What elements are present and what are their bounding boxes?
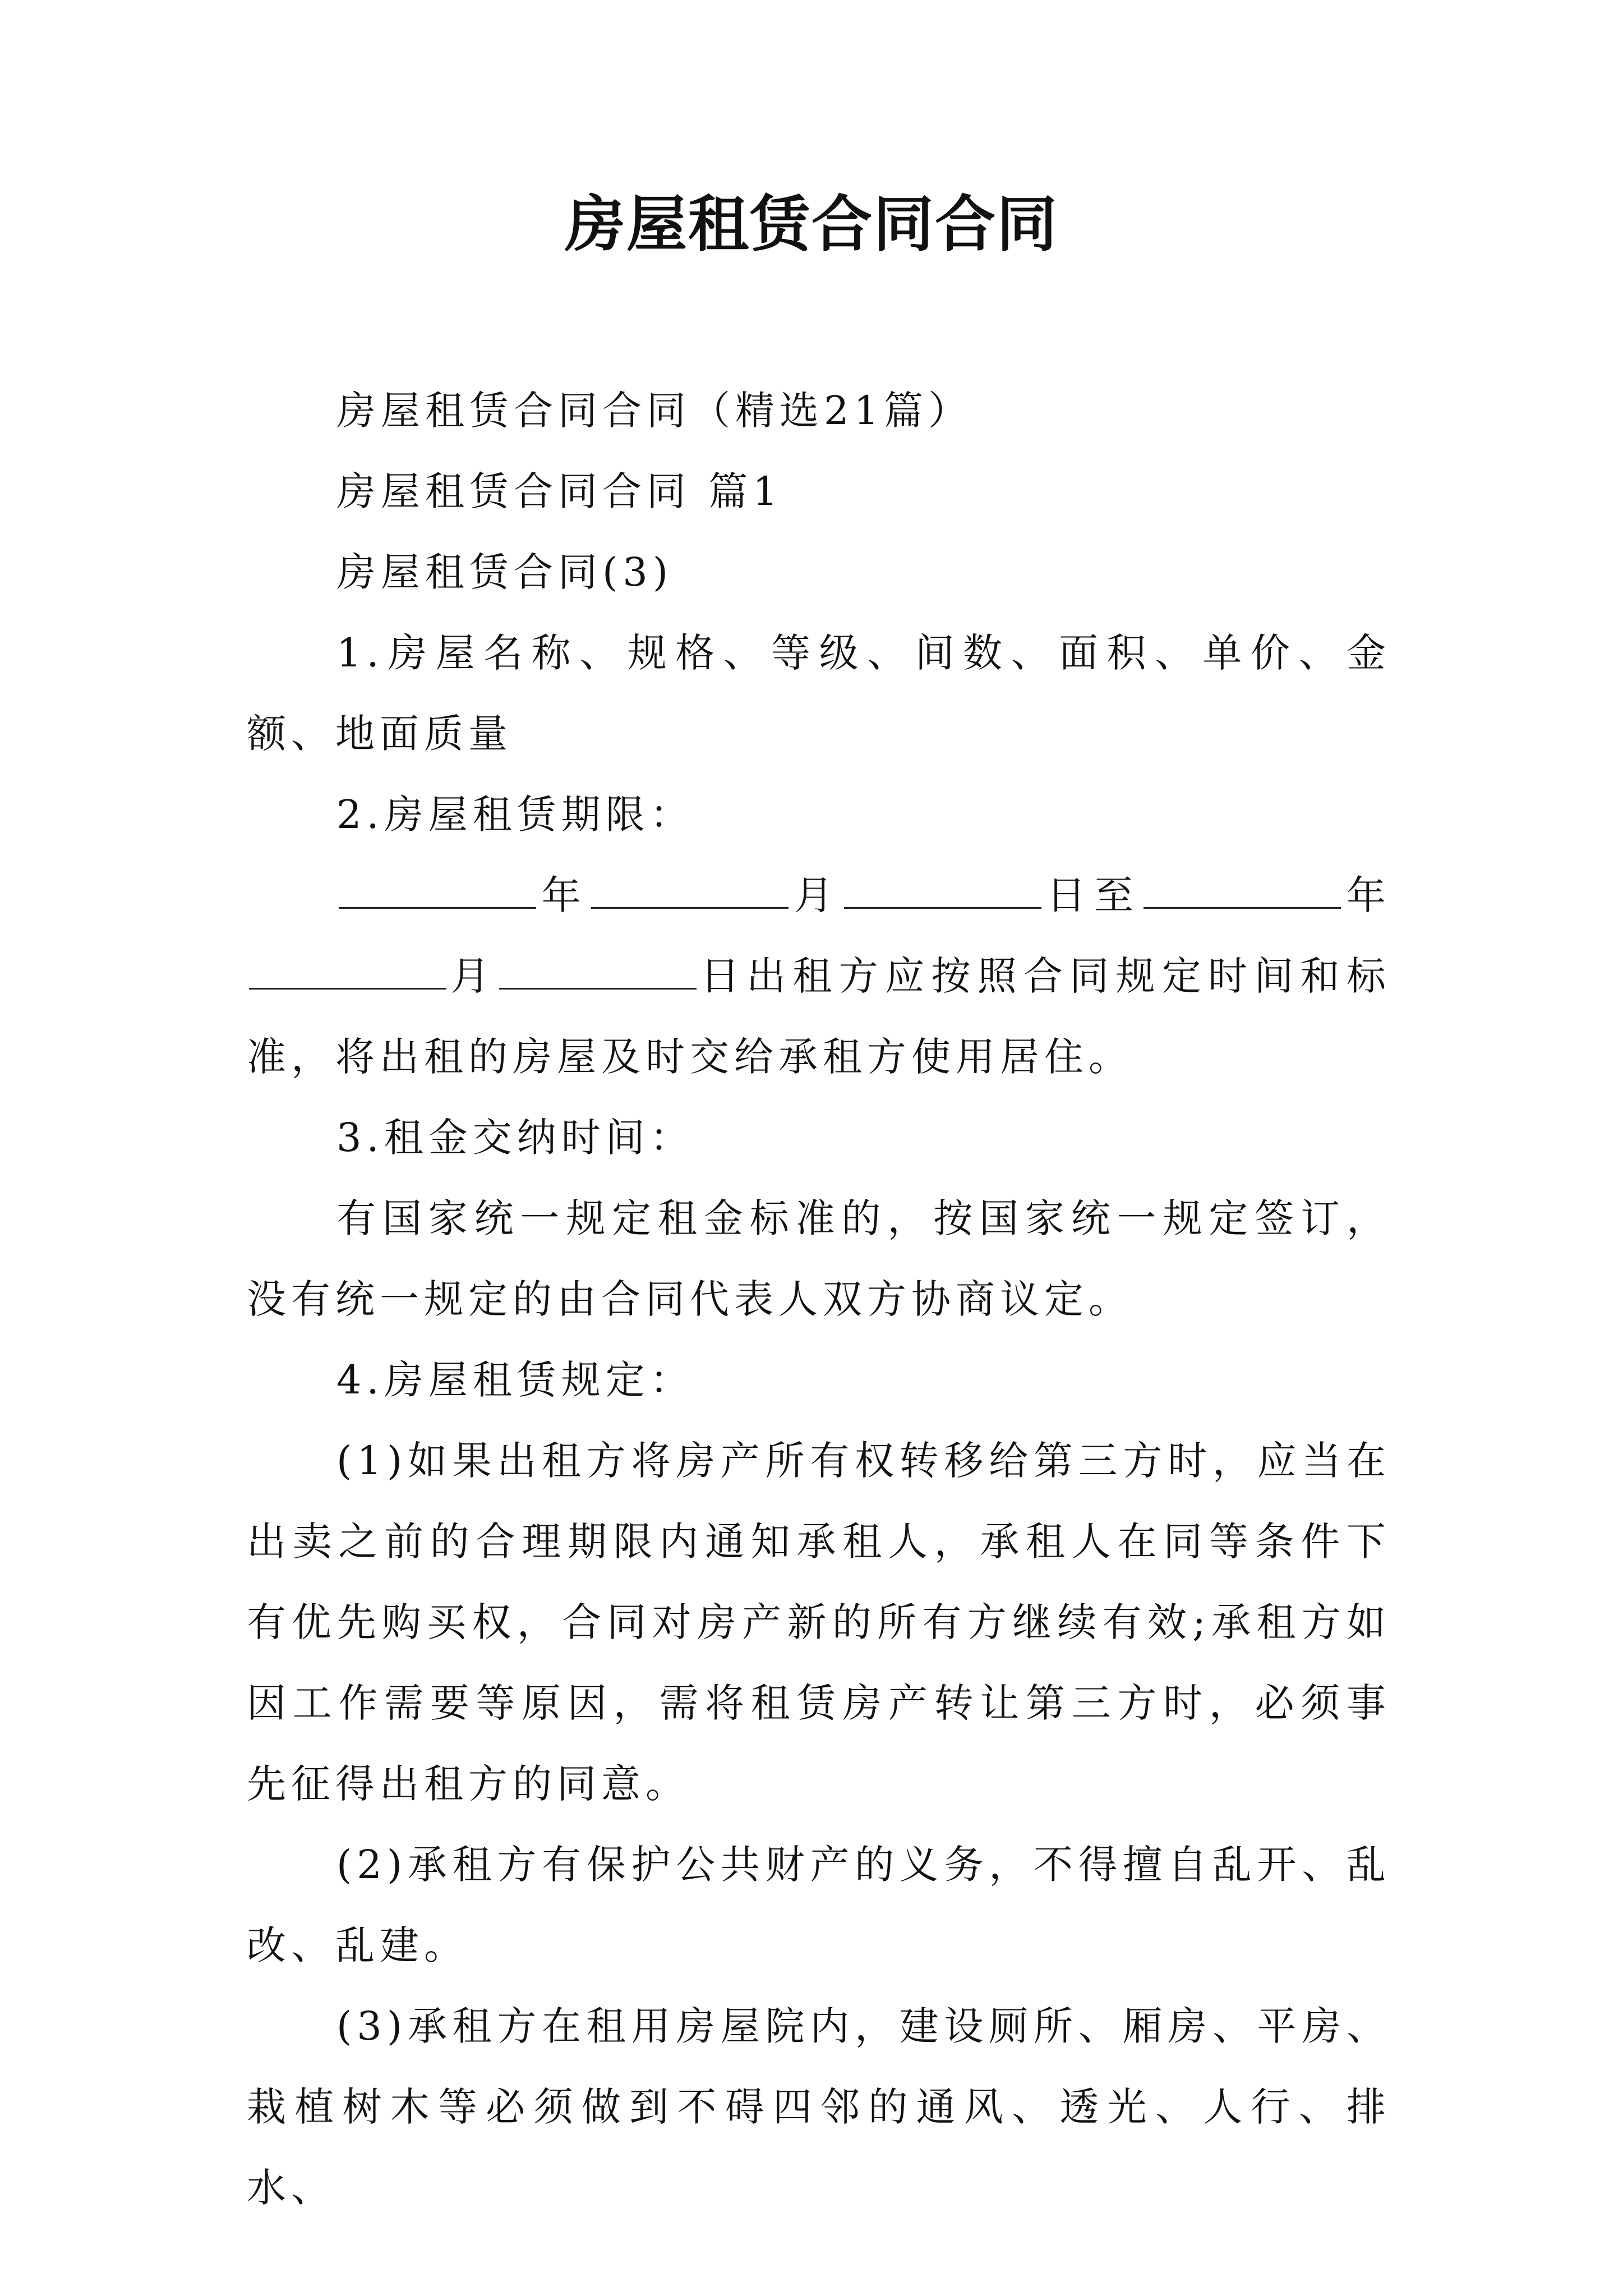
text-month-end: 月 (449, 953, 497, 999)
blank-month-start (591, 871, 789, 909)
document-body (247, 370, 1391, 2228)
paragraph-lease-period (247, 855, 1391, 1097)
text-day-to: 日至 (1043, 872, 1142, 918)
blank-month-end (249, 952, 446, 990)
paragraph-clause-2-heading: 2.房屋租赁期限： (336, 792, 694, 838)
paragraph-clause-4-item-1: (1)如果出租方将房产所有权转移给第三方时，应当在出卖之前的合理期限内通知承租人，承租人在同等条件下有优先购买权，合同对房产新的所有方继续有效;承租方如因工作需要等原因，需将租赁房产转让第三方时，必须事先征得出租方的同意。 (247, 1438, 1391, 1807)
text-month: 月 (791, 872, 842, 918)
text-lease-period-rest: 日出租方应按照合同规定时间和标准，将出租的房屋及时交给承租方使用居住。 (247, 953, 1391, 1080)
blank-day-end (499, 952, 697, 990)
text-year-end: 年 (1343, 872, 1391, 918)
blank-year-end (1144, 871, 1341, 909)
blank-day-start (844, 871, 1041, 909)
paragraph-clause-3-heading: 3.租金交纳时间： (336, 1115, 694, 1161)
paragraph-clause-3-body: 有国家统一规定租金标准的，按国家统一规定签订，没有统一规定的由合同代表人双方协商议定。 (247, 1195, 1391, 1322)
document-title: 房屋租赁合同合同 (564, 189, 1058, 260)
paragraph-clause-4-item-3: (3)承租方在租用房屋院内，建设厕所、厢房、平房、栽植树木等必须做到不碍四邻的通风、透光、人行、排水、 (247, 2003, 1391, 2211)
paragraph-section-heading: 房屋租赁合同合同 篇1 (336, 468, 783, 514)
text-year: 年 (538, 872, 589, 918)
paragraph-subtitle: 房屋租赁合同合同（精选21篇） (336, 388, 973, 434)
blank-year-start (339, 871, 536, 909)
paragraph-clause-4-item-2: (2)承租方有保护公共财产的义务，不得擅自乱开、乱改、乱建。 (247, 1842, 1391, 1968)
paragraph-clause-1: 1.房屋名称、规格、等级、间数、面积、单价、金额、地面质量 (247, 630, 1391, 757)
paragraph-clause-4-heading: 4.房屋租赁规定： (336, 1357, 694, 1403)
paragraph-contract-number: 房屋租赁合同(3) (336, 549, 674, 595)
